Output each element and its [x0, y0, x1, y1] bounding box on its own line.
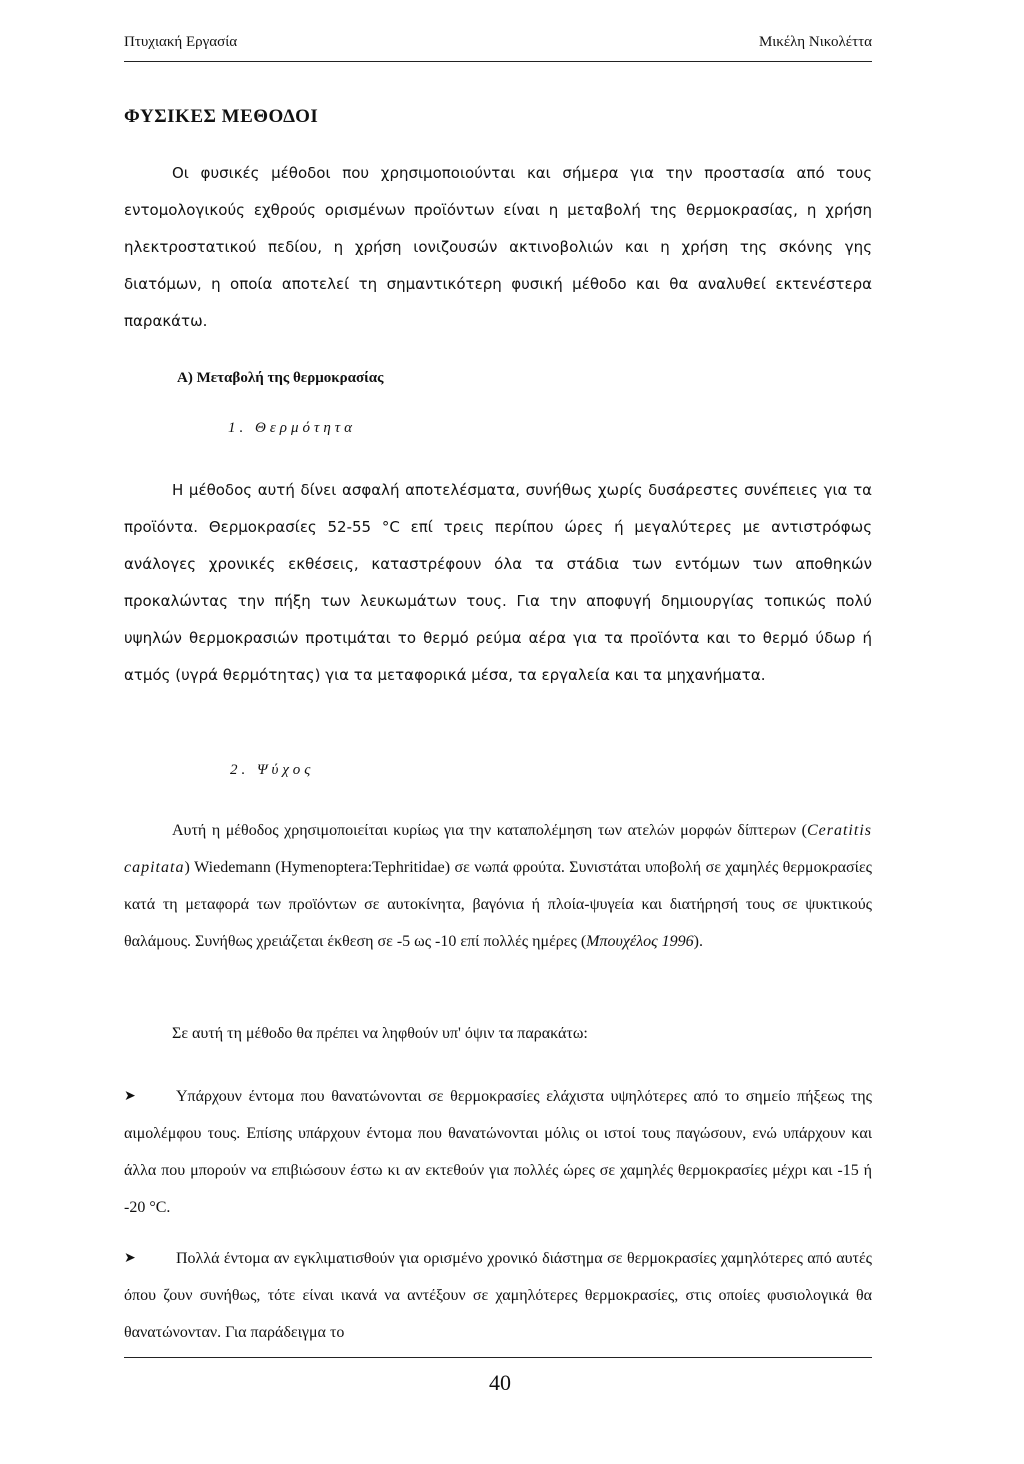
intro-paragraph — [124, 155, 872, 340]
subsection-heading-heat: 1. Θερμότητα — [228, 420, 357, 436]
cold-text-before: Αυτή η μέθοδος χρησιμοποιείται κυρίως για την καταπολέμηση των ατελών μορφών δίπτερων ( — [172, 822, 807, 839]
bullet-arrow-icon: ➤ — [124, 1251, 136, 1266]
section-title: ΦΥΣΙΚΕΣ ΜΕΘΟΔΟΙ — [124, 106, 319, 127]
considerations-text: Σε αυτή τη μέθοδο θα πρέπει να ληφθούν υπ' όψιν τα παρακάτω: — [172, 1025, 588, 1042]
heat-paragraph — [124, 472, 872, 694]
header-rule — [124, 61, 872, 62]
bullet-item-1 — [124, 1078, 872, 1226]
citation: Μπουχέλος 1996 — [586, 933, 694, 950]
page-number: 40 — [489, 1370, 511, 1395]
cold-text — [124, 812, 872, 960]
footer-rule — [124, 1357, 872, 1358]
bullet-arrow-icon: ➤ — [124, 1089, 136, 1104]
page-header — [124, 34, 872, 64]
header-author-name: Μικέλη Νικολέττα — [758, 34, 872, 50]
header-thesis-label: Πτυχιακή Εργασία — [124, 34, 238, 50]
considerations-intro — [124, 1015, 872, 1052]
cold-paragraph — [124, 812, 872, 960]
subsection-heading-a: Α) Μεταβολή της θερμοκρασίας — [177, 370, 384, 386]
subsection-heading-cold: 2. Ψύχος — [230, 762, 315, 778]
intro-text: Οι φυσικές μέθοδοι που χρησιμοποιούνται και σήμερα για την προστασία από τους εντομολογικούς εχθρούς ορισμένων προϊόντων είναι η μεταβολή της θερμοκρασίας, η χρήση ηλεκτροστατικού πεδίου, η χρήση ιονιζουσών ακτινοβολιών και η χρήση της σκόνης γης διατόμων, η οποία αποτελεί τη σημαντικότερη φυσική μέθοδο και θα αναλυθεί εκτενέστερα παρακάτω. — [124, 164, 872, 330]
bullet-text: Υπάρχουν έντομα που θανατώνονται σε θερμοκρασίες ελάχιστα υψηλότερες από το σημείο πήξεως της αιμολέμφου τους. Επίσης υπάρχουν έντομα που θανατώνονται μόλις οι ιστοί τους παγώσουν, ενώ υπάρχουν και άλλα που μπορούν να επιβιώσουν έστω κι αν εκτεθούν για πολλές ώρες σε χαμηλές θερμοκρασίες μέχρι και -15 ή -20 °C. — [124, 1088, 872, 1216]
cold-text-end: ). — [693, 933, 703, 950]
heat-text: Η μέθοδος αυτή δίνει ασφαλή αποτελέσματα, συνήθως χωρίς δυσάρεστες συνέπειες για τα προϊόντα. Θερμοκρασίες 52-55 °C επί τρεις περίπου ώρες ή μεγαλύτερες με αντιστρόφως ανάλογες χρονικές εκθέσεις, καταστρέφουν όλα τα στάδια των εντόμων των αποθηκών προκαλώντας την πήξη των λευκωμάτων τους. Για την αποφυγή δημιουργίας τοπικώς πολύ υψηλών θερμοκρασιών προτιμάται το θερμό ρεύμα αέρα για τα προϊόντα και το θερμό ύδωρ ή ατμός (υγρά θερμότητας) για τα μεταφορικά μέσα, τα εργαλεία και τα μηχανήματα. — [124, 481, 872, 684]
species-name: Ceratitis capitata — [124, 822, 872, 876]
cold-text-after: ) Wiedemann (Hymenoptera:Tephritidae) σε νωπά φρούτα. Συνιστάται υποβολή σε χαμηλές θερμοκρασίες κατά τη μεταφορά των προϊόντων σε αυτοκίνητα, βαγόνια ή πλοία-ψυγεία και διατήρησή τους σε ψυκτικούς θαλάμους. Συνήθως χρειάζεται έκθεση σε -5 ως -10 επί πολλές ημέρες ( — [124, 859, 872, 950]
bullet-item-2 — [124, 1240, 872, 1351]
bullet-text: Πολλά έντομα αν εγκλιματισθούν για ορισμένο χρονικό διάστημα σε θερμοκρασίες χαμηλότερες από αυτές όπου ζουν συνήθως, τότε είναι ικανά να αντέξουν σε χαμηλότερες θερμοκρασίες, στις οποίες φυσιολογικά θα θανατώνονταν. Για παράδειγμα το — [124, 1250, 872, 1341]
